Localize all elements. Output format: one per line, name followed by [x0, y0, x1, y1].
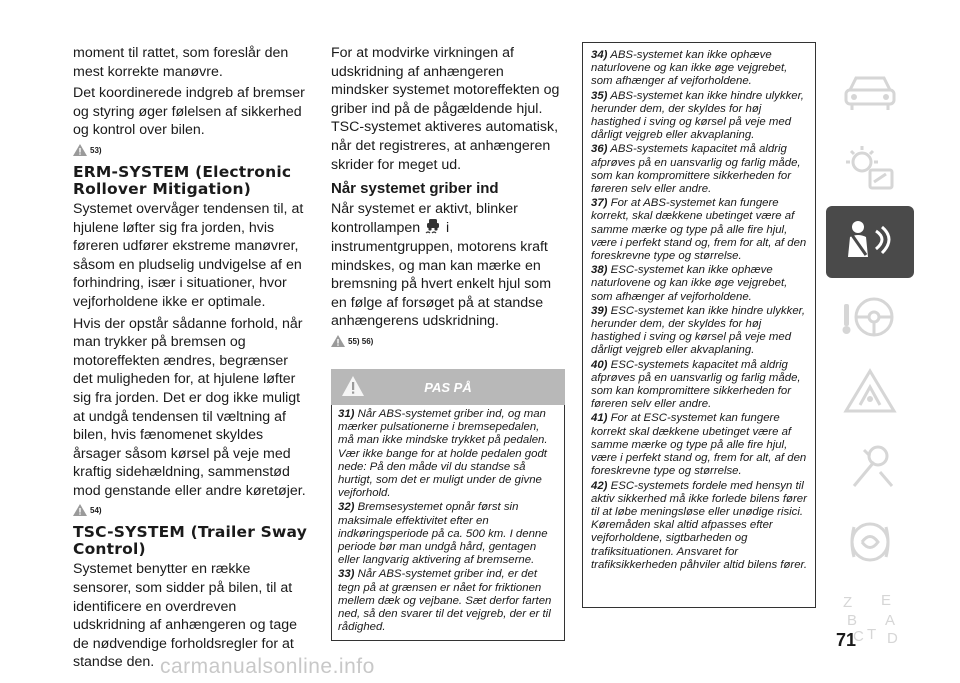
svg-text:A: A [885, 612, 896, 629]
maintenance-tools-icon [840, 442, 900, 492]
note-text: Bremsesystemet opnår først sin maksimale effektivitet efter en indkøringsperiode på ca. 500 km. I denne periode bør man undgå hård, gentagen eller langvarig aktivering af bremserne. [338, 501, 548, 567]
note-text: ESC-systemet kan ikke hindre ulykker, herunder dem, der skyldes for høj hastighed i sving og kørsel på veje med dårligt vejgreb eller akvaplaning. [591, 304, 805, 357]
note-item [591, 412, 809, 478]
note-number: 39) [591, 304, 608, 317]
svg-text:Z: Z [843, 594, 853, 611]
tab-maintenance[interactable] [826, 431, 914, 503]
warning-triangle-icon [331, 335, 345, 347]
note-item [591, 197, 809, 263]
paragraph: moment til rattet, som foreslår den mest korrekte manøvre. [73, 45, 289, 80]
warning-reference [73, 504, 309, 516]
seatbelt-airbag-icon [840, 217, 900, 267]
tab-car[interactable] [826, 56, 914, 128]
tab-dashboard-lights[interactable] [826, 131, 914, 203]
warning-ref-number: 53) [90, 145, 102, 155]
paragraph: For at modvirke virkningen af udskridning af anhængeren mindsker systemet motoreffekten og griber ind på de pågældende hjul. TSC-systemet aktiveres automatisk, når det registreres, at anhængeren skrider for meget ud. [331, 45, 560, 173]
note-text: For at ABS-systemet kan fungere korrekt, skal dækkene ubetinget være af samme mærke og type på alle fire hjul, være i perfekt stand og, frem for alt, af den foreskrevne type og størrelse. [591, 197, 807, 263]
warning-ref-number: 54) [90, 506, 102, 516]
note-number: 35) [591, 89, 608, 102]
paragraph: Systemet overvåger tendensen til, at hjulene løfter sig fra jorden, hvis føreren udfører ekstreme manøvrer, såsom en pludselig undvigelse af en forhindring, især i situationer, hvor vejforholdene ikke er optimale. [73, 200, 304, 310]
note-text: ABS-systemet kan ikke hindre ulykker, herunder dem, der skyldes for høj hastighed i sving og kørsel på veje med dårligt vejgreb eller akvaplaning. [591, 89, 804, 142]
note-text: For at ESC-systemet kan fungere korrekt skal dækkene ubetinget være af samme mærke og type på alle fire hjul, være i perfekt stand og, frem for alt, af den foreskrevne type og størrelse. [591, 412, 807, 478]
warning-road-icon [840, 367, 900, 417]
dashboard-lights-icon [840, 142, 900, 192]
warning-triangle-icon [73, 144, 87, 156]
svg-text:B: B [847, 612, 858, 629]
note-number: 41) [591, 412, 608, 425]
column-3-notes-box [582, 42, 816, 608]
footer-watermark: carmanualsonline.info [160, 655, 375, 678]
note-number: 40) [591, 358, 608, 371]
column-1 [73, 44, 309, 675]
svg-text:C: C [853, 628, 864, 645]
note-number: 42) [591, 479, 608, 492]
caution-header [331, 369, 565, 405]
car-icon [840, 70, 900, 114]
note-item [591, 90, 809, 143]
note-item [591, 305, 809, 358]
note-text: ESC-systemets kapacitet må aldrig afprøves på en uansvarlig og farlig måde, som kan kompromittere sikkerheden for føreren selv eller andre. [591, 358, 801, 411]
warning-reference [331, 335, 565, 347]
note-text: ABS-systemet kan ikke ophæve naturlovene og kan ikke øge vejgrebet, som afhænger af vejforholdene. [591, 49, 788, 88]
paragraph: Hvis der opstår sådanne forhold, når man trykker på bremsen og motoreffekten ændres, begrænser det muligheden for, at hjulene løfter sig fra jorden. Det er dog ikke muligt at undgå tendensen til væltning af bilen, hvis fænomenet skyldes årsager såsom kørsel på veje med kraftig sidehældning, sammenstød mod genstande eller andre køretøjer. [73, 315, 306, 499]
note-number: 38) [591, 264, 608, 277]
esc-warning-light-icon [424, 218, 442, 234]
note-item [338, 501, 558, 567]
text-segment: Når systemet er aktivt, blinker kontrollampen [331, 200, 518, 237]
caution-box [331, 369, 565, 641]
svg-text:T: T [867, 626, 877, 643]
note-item [591, 480, 809, 572]
page-number: 71 [836, 630, 857, 650]
note-text: Når ABS-systemet griber ind, er det tegn på at grænsen er nået for friktionen mellem dæk og vejbane. Sæt derfor farten ned, så den svarer til det vejgreb, der er til rådighed. [338, 568, 552, 634]
note-item [338, 568, 558, 634]
column-2 [331, 44, 565, 641]
subheading: Når systemet griber ind [331, 180, 499, 198]
note-item [338, 408, 558, 500]
caution-notes [331, 405, 565, 641]
note-item [591, 264, 809, 304]
tab-safety[interactable] [826, 206, 914, 278]
steering-wheel-icon [840, 292, 900, 342]
emergency-icon [840, 517, 900, 567]
warning-reference [73, 144, 309, 156]
note-number: 31) [338, 407, 355, 420]
warning-triangle-icon [73, 504, 87, 516]
text-segment: i instrumentgruppen, motorens kraft mindskes, og man kan mærke en bremsning på hvert enkelt hjul som en følge af forsøget på at standse anhængerens udskridning. [331, 220, 552, 330]
note-number: 34) [591, 49, 608, 61]
note-number: 37) [591, 197, 608, 210]
note-number: 36) [591, 143, 608, 156]
section-heading-erm: ERM-SYSTEM (Electronic Rollover Mitigation) [73, 162, 292, 198]
note-text: Når ABS-systemet griber ind, og man mærker pulsationerne i bremsepedalen, må man ikke mindske trykket på pedalen. Vær ikke bange for at holde pedalen godt nede: På den måde vil du standse så hurtigt, som det er muligt under de givne vejforhold. [338, 407, 548, 500]
svg-text:E: E [881, 592, 892, 609]
svg-text:D: D [887, 630, 898, 645]
tab-driving[interactable] [826, 281, 914, 353]
paragraph: Det koordinerede indgreb af bremser og styring øger følelsen af sikkerhed og kontrol over bilen. [73, 85, 305, 139]
paragraph [331, 200, 565, 331]
note-text: ESC-systemet kan ikke ophæve naturlovene og kan ikke øge vejgrebet, som afhænger af vejforholdene. [591, 264, 788, 303]
paragraph: Systemet benytter en række sensorer, som sidder på bilen, til at identificere en overdreven udskridning af anhængeren og tage de nødvendige forholdsregler for at standse den. [73, 561, 298, 671]
note-text: ESC-systemets fordele med hensyn til aktiv sikkerhed må ikke forlede bilens fører til at løbe meningsløse eller unødige risici. Køremåden skal altid afpasses efter vejforholdene, sigtbarheden og trafiksituationen. Ansvaret for trafiksikkerheden påhviler altid bilens fører. [591, 479, 808, 571]
tab-emergency-call[interactable] [826, 506, 914, 578]
note-text: ABS-systemets kapacitet må aldrig afprøves på en uansvarlig og farlig måde, som kan kompromittere sikkerheden for føreren selv eller andre. [591, 143, 801, 196]
note-number: 32) [338, 501, 355, 514]
caution-title: PAS PÅ [424, 379, 472, 395]
note-item [591, 49, 809, 89]
section-heading-tsc: TSC-SYSTEM (Trailer Sway Control) [73, 523, 308, 559]
note-item [591, 143, 809, 196]
chapter-sidebar [826, 56, 914, 656]
note-number: 33) [338, 568, 355, 581]
warning-ref-number: 55) 56) [348, 336, 374, 346]
note-item [591, 359, 809, 412]
tab-emergencies[interactable] [826, 356, 914, 428]
